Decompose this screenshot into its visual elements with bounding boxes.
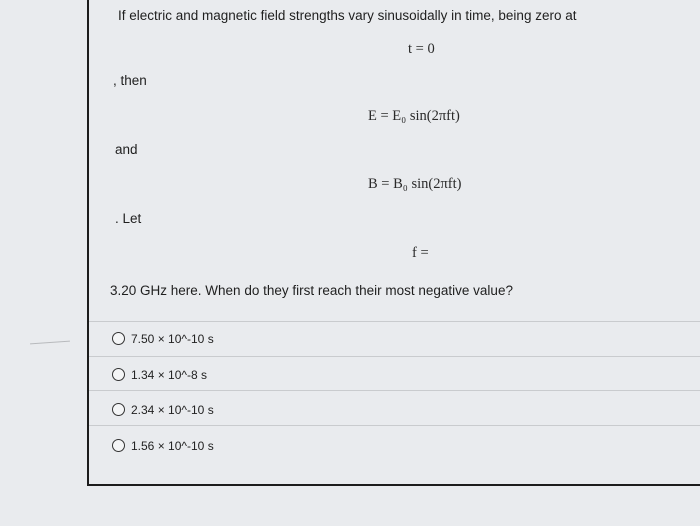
question-and: and [115, 142, 138, 157]
answer-option-label: 1.56 × 10^-10 s [131, 439, 214, 453]
divider [89, 425, 700, 426]
equation-t [408, 41, 435, 58]
question-intro: If electric and magnetic field strengths vary sinusoidally in time, being zero at [118, 8, 577, 23]
radio-button[interactable] [112, 403, 125, 416]
equation-electric-field: E = E₀ sin(2πft) [368, 108, 460, 124]
divider [89, 356, 700, 357]
radio-button[interactable] [112, 368, 125, 381]
equation-magnetic-field: B = B₀ sin(2πft) [368, 176, 462, 192]
answer-option-label: 7.50 × 10^-10 s [131, 332, 214, 346]
question-prompt: 3.20 GHz here. When do they first reach their most negative value? [110, 283, 513, 298]
equation-t-text: t = 0 [408, 41, 435, 57]
content-left-border [87, 0, 89, 486]
question-let: . Let [115, 211, 142, 226]
answer-option-label: 1.34 × 10^-8 s [131, 368, 208, 382]
answer-option-label: 2.34 × 10^-10 s [131, 403, 214, 417]
divider [89, 390, 700, 391]
divider [89, 321, 700, 322]
radio-button[interactable] [112, 332, 125, 345]
decorative-stroke [30, 341, 70, 345]
question-then: , then [113, 73, 147, 88]
content-bottom-border [87, 484, 700, 486]
equation-frequency: f = [412, 245, 429, 261]
radio-button[interactable] [112, 439, 125, 452]
